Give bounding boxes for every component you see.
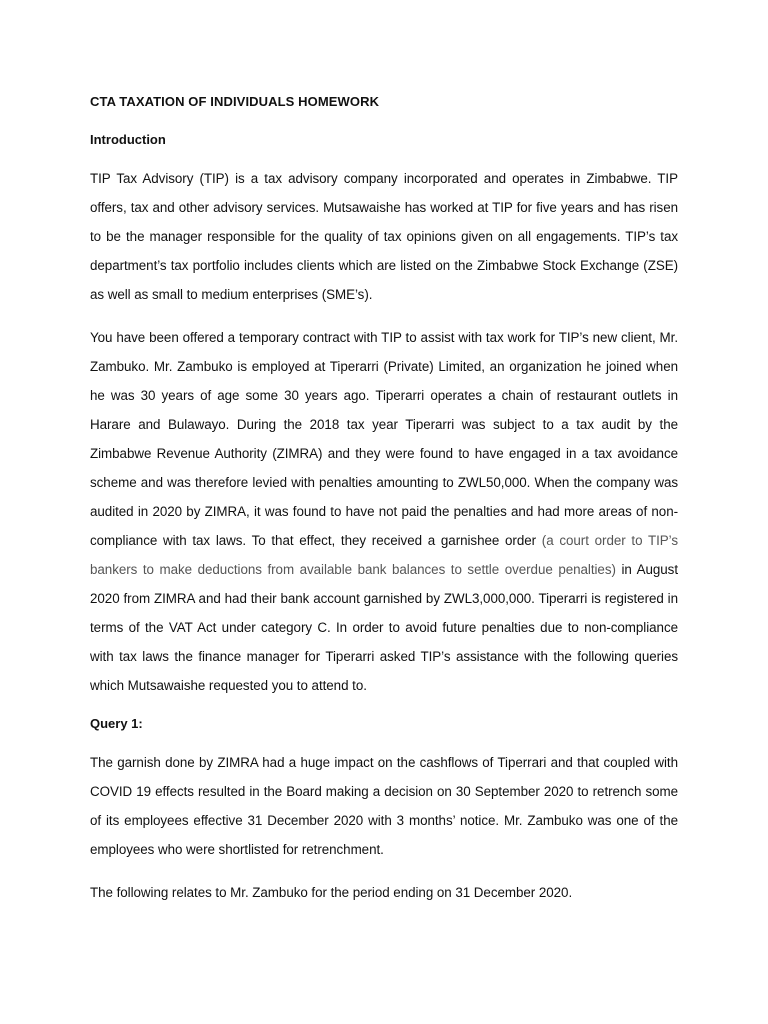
document-title: CTA TAXATION OF INDIVIDUALS HOMEWORK (90, 94, 380, 109)
intro-paragraph-1: TIP Tax Advisory (TIP) is a tax advisory company incorporated and operates in Zimbabwe. TIP offers, tax and other advisory services. Mutsawaishe has worked at TIP for five years and has risen to be the manager responsible for the quality of tax opinions given on all engagements. TIP’s tax department’s tax portfolio includes clients which are listed on the Zimbabwe Stock Exchange (ZSE) as well as small to medium enterprises (SME’s). (90, 171, 678, 302)
document-page (90, 92, 678, 907)
garnishee-order-definition: (a court order to TIP’s bankers to make deductions from available bank balances to settle overdue penalties) (90, 533, 678, 577)
query-1-paragraph-2: The following relates to Mr. Zambuko for the period ending on 31 December 2020. (90, 885, 573, 900)
intro-paragraph-2-text-start: You have been offered a temporary contract with TIP to assist with tax work for TIP’s new client, Mr. Zambuko. Mr. Zambuko is employed at Tiperarri (Private) Limited, an organization he joined when he was 30 years of age some 30 years ago. Tiperarri operates a chain of restaurant outlets in Harare and Bulawayo. During the 2018 tax year Tiperarri was subject to a tax audit by the Zimbabwe Revenue Authority (ZIMRA) and they were found to have engaged in a tax avoidance scheme and was therefore levied with penalties amounting to ZWL50,000. When the company was audited in 2020 by ZIMRA, it was found to have not paid the penalties and had more areas of non-compliance with tax laws. To that effect, they received a garnishee order (90, 330, 678, 548)
introduction-heading: Introduction (90, 132, 166, 147)
query-1-paragraph-1: The garnish done by ZIMRA had a huge impact on the cashflows of Tiperrari and that coupled with COVID 19 effects resulted in the Board making a decision on 30 September 2020 to retrench some of its employees effective 31 December 2020 with 3 months’ notice. Mr. Zambuko was one of the employees who were shortlisted for retrenchment. (90, 755, 678, 857)
query-1-heading: Query 1: (90, 716, 143, 731)
intro-paragraph-2 (90, 323, 678, 700)
intro-paragraph-2-text-end: in August 2020 from ZIMRA and had their bank account garnished by ZWL3,000,000. Tiperarri is registered in terms of the VAT Act under category C. In order to avoid future penalties due to non-compliance with tax laws the finance manager for Tiperarri asked TIP’s assistance with the following queries which Mutsawaishe requested you to attend to. (90, 562, 678, 693)
